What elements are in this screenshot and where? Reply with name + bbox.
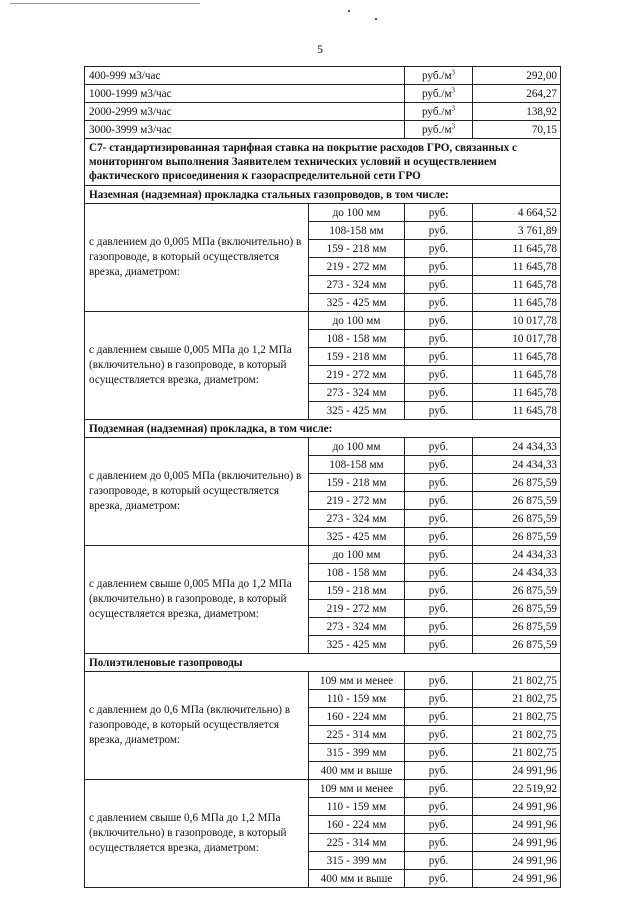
section-title: Наземная (надземная) прокладка стальных газопроводов, в том числе: bbox=[85, 186, 561, 204]
diameter-cell: 160 - 224 мм bbox=[309, 708, 405, 726]
section-title: Полиэтиленовые газопроводы bbox=[85, 654, 561, 672]
value-cell: 21 802,75 bbox=[473, 744, 561, 762]
value-cell: 26 875,59 bbox=[473, 636, 561, 654]
unit-cell: руб. bbox=[405, 780, 473, 798]
diameter-cell: до 100 мм bbox=[309, 312, 405, 330]
diameter-cell: 325 - 425 мм bbox=[309, 294, 405, 312]
value-cell: 24 991,96 bbox=[473, 798, 561, 816]
value-cell: 11 645,78 bbox=[473, 258, 561, 276]
value-cell: 24 991,96 bbox=[473, 852, 561, 870]
diameter-cell: 219 - 272 мм bbox=[309, 600, 405, 618]
diameter-cell: 108-158 мм bbox=[309, 456, 405, 474]
pressure-group-label: с давлением до 0,6 МПа (включительно) в газопроводе, в который осуществляется врезка, диаметром: bbox=[85, 672, 309, 780]
c7-header: С7- стандартизированная тарифная ставка на покрытие расходов ГРО, связанных с мониторингом выполнения Заявителем технических условий и осуществлением фактического присоединения к газораспределительной сети ГРО bbox=[85, 139, 561, 186]
diameter-cell: 273 - 324 мм bbox=[309, 276, 405, 294]
diameter-cell: до 100 мм bbox=[309, 546, 405, 564]
diameter-cell: 273 - 324 мм bbox=[309, 618, 405, 636]
unit-cell: руб. bbox=[405, 870, 473, 888]
diameter-cell: 225 - 314 мм bbox=[309, 834, 405, 852]
value-cell: 24 991,96 bbox=[473, 816, 561, 834]
diameter-cell: до 100 мм bbox=[309, 438, 405, 456]
diameter-cell: до 100 мм bbox=[309, 204, 405, 222]
value-cell: 24 991,96 bbox=[473, 834, 561, 852]
volume-label: 400-999 м3/час bbox=[85, 67, 405, 85]
diameter-cell: 159 - 218 мм bbox=[309, 582, 405, 600]
unit-cell: руб. bbox=[405, 852, 473, 870]
pressure-group-label: с давлением свыше 0,6 МПа до 1,2 МПа (включительно) в газопроводе, в который осуществляется врезка, диаметром: bbox=[85, 780, 309, 888]
diameter-cell: 273 - 324 мм bbox=[309, 384, 405, 402]
volume-row bbox=[85, 121, 561, 139]
unit-cell: руб. bbox=[405, 816, 473, 834]
unit-cell: руб. bbox=[405, 204, 473, 222]
unit-cell: руб. bbox=[405, 564, 473, 582]
unit-cell: руб. bbox=[405, 222, 473, 240]
value-cell: 26 875,59 bbox=[473, 600, 561, 618]
unit-cell: руб. bbox=[405, 672, 473, 690]
unit-cell: руб. bbox=[405, 744, 473, 762]
diameter-cell: 108 - 158 мм bbox=[309, 330, 405, 348]
unit-cell: руб. bbox=[405, 258, 473, 276]
unit-cell: руб. bbox=[405, 618, 473, 636]
value-cell: 21 802,75 bbox=[473, 708, 561, 726]
value-cell: 24 434,33 bbox=[473, 564, 561, 582]
diameter-cell: 325 - 425 мм bbox=[309, 636, 405, 654]
value-cell: 21 802,75 bbox=[473, 690, 561, 708]
diameter-cell: 225 - 314 мм bbox=[309, 726, 405, 744]
value-cell: 21 802,75 bbox=[473, 726, 561, 744]
value-cell: 24 991,96 bbox=[473, 870, 561, 888]
value-cell: 22 519,92 bbox=[473, 780, 561, 798]
unit-cell: руб. bbox=[405, 384, 473, 402]
value-cell: 26 875,59 bbox=[473, 528, 561, 546]
value-cell: 10 017,78 bbox=[473, 330, 561, 348]
value-cell: 70,15 bbox=[473, 121, 561, 139]
scan-edge-line bbox=[10, 3, 200, 4]
diameter-cell: 109 мм и менее bbox=[309, 672, 405, 690]
unit-cell: $руб./м^3$ bbox=[405, 121, 473, 139]
value-cell: 11 645,78 bbox=[473, 402, 561, 420]
diameter-cell: 325 - 425 мм bbox=[309, 528, 405, 546]
unit-cell: руб. bbox=[405, 726, 473, 744]
value-cell: 24 434,33 bbox=[473, 438, 561, 456]
unit-superscript: 3 bbox=[451, 67, 456, 76]
value-cell: 21 802,75 bbox=[473, 672, 561, 690]
volume-label: 1000-1999 м3/час bbox=[85, 85, 405, 103]
diameter-cell: 109 мм и менее bbox=[309, 780, 405, 798]
diameter-cell: 219 - 272 мм bbox=[309, 366, 405, 384]
unit-superscript: 3 bbox=[451, 121, 456, 130]
unit-cell: руб. bbox=[405, 348, 473, 366]
unit-cell: руб. bbox=[405, 708, 473, 726]
value-cell: 264,27 bbox=[473, 85, 561, 103]
value-cell: 26 875,59 bbox=[473, 582, 561, 600]
volume-row bbox=[85, 103, 561, 121]
table-row bbox=[85, 204, 561, 222]
unit-cell: руб. bbox=[405, 312, 473, 330]
diameter-cell: 110 - 159 мм bbox=[309, 798, 405, 816]
value-cell: 26 875,59 bbox=[473, 474, 561, 492]
unit-cell: $руб./м^3$ bbox=[405, 67, 473, 85]
diameter-cell: 159 - 218 мм bbox=[309, 474, 405, 492]
value-cell: 3 761,89 bbox=[473, 222, 561, 240]
value-cell: 24 991,96 bbox=[473, 762, 561, 780]
value-cell: 11 645,78 bbox=[473, 240, 561, 258]
diameter-cell: 219 - 272 мм bbox=[309, 492, 405, 510]
scan-speck bbox=[348, 10, 350, 12]
pressure-group-label: с давлением до 0,005 МПа (включительно) в газопроводе, в который осуществляется врезка, диаметром: bbox=[85, 204, 309, 312]
diameter-cell: 219 - 272 мм bbox=[309, 258, 405, 276]
page-number: 5 bbox=[317, 42, 323, 56]
unit-superscript: 3 bbox=[451, 85, 456, 94]
value-cell: 11 645,78 bbox=[473, 294, 561, 312]
value-cell: 4 664,52 bbox=[473, 204, 561, 222]
diameter-cell: 400 мм и выше bbox=[309, 762, 405, 780]
table-row bbox=[85, 546, 561, 564]
unit-superscript: 3 bbox=[451, 103, 456, 112]
diameter-cell: 108 - 158 мм bbox=[309, 564, 405, 582]
diameter-cell: 159 - 218 мм bbox=[309, 348, 405, 366]
tariff-table-body bbox=[85, 67, 561, 888]
unit-cell: руб. bbox=[405, 438, 473, 456]
volume-row bbox=[85, 67, 561, 85]
unit-cell: руб. bbox=[405, 546, 473, 564]
tariff-table bbox=[84, 66, 561, 888]
volume-label: 2000-2999 м3/час bbox=[85, 103, 405, 121]
unit-cell: руб. bbox=[405, 294, 473, 312]
diameter-cell: 160 - 224 мм bbox=[309, 816, 405, 834]
unit-cell: руб. bbox=[405, 456, 473, 474]
diameter-cell: 315 - 399 мм bbox=[309, 852, 405, 870]
unit-cell: руб. bbox=[405, 690, 473, 708]
scan-speck bbox=[375, 18, 377, 20]
unit-cell: руб. bbox=[405, 492, 473, 510]
value-cell: 26 875,59 bbox=[473, 618, 561, 636]
diameter-cell: 273 - 324 мм bbox=[309, 510, 405, 528]
value-cell: 11 645,78 bbox=[473, 366, 561, 384]
unit-cell: руб. bbox=[405, 402, 473, 420]
c7-header-row bbox=[85, 139, 561, 186]
volume-row bbox=[85, 85, 561, 103]
value-cell: 138,92 bbox=[473, 103, 561, 121]
table-row bbox=[85, 672, 561, 690]
unit-cell: руб. bbox=[405, 636, 473, 654]
value-cell: 24 434,33 bbox=[473, 456, 561, 474]
diameter-cell: 159 - 218 мм bbox=[309, 240, 405, 258]
diameter-cell: 108-158 мм bbox=[309, 222, 405, 240]
value-cell: 11 645,78 bbox=[473, 348, 561, 366]
section-title-row bbox=[85, 654, 561, 672]
value-cell: 26 875,59 bbox=[473, 492, 561, 510]
unit-cell: руб. bbox=[405, 528, 473, 546]
unit-cell: руб. bbox=[405, 798, 473, 816]
unit-cell: руб. bbox=[405, 600, 473, 618]
value-cell: 292,00 bbox=[473, 67, 561, 85]
diameter-cell: 315 - 399 мм bbox=[309, 744, 405, 762]
unit-cell: руб. bbox=[405, 276, 473, 294]
value-cell: 26 875,59 bbox=[473, 510, 561, 528]
unit-cell: руб. bbox=[405, 762, 473, 780]
unit-cell: $руб./м^3$ bbox=[405, 103, 473, 121]
pressure-group-label: с давлением свыше 0,005 МПа до 1,2 МПа (включительно) в газопроводе, в который осуществляется врезка, диаметром: bbox=[85, 312, 309, 420]
table-row bbox=[85, 438, 561, 456]
table-row bbox=[85, 780, 561, 798]
diameter-cell: 400 мм и выше bbox=[309, 870, 405, 888]
unit-cell: руб. bbox=[405, 834, 473, 852]
section-title-row bbox=[85, 420, 561, 438]
unit-cell: руб. bbox=[405, 474, 473, 492]
section-title: Подземная (надземная) прокладка, в том числе: bbox=[85, 420, 561, 438]
pressure-group-label: с давлением до 0,005 МПа (включительно) в газопроводе, в который осуществляется врезка, диаметром: bbox=[85, 438, 309, 546]
diameter-cell: 110 - 159 мм bbox=[309, 690, 405, 708]
unit-cell: руб. bbox=[405, 366, 473, 384]
pressure-group-label: с давлением свыше 0,005 МПа до 1,2 МПа (включительно) в газопроводе, в который осуществляется врезка, диаметром: bbox=[85, 546, 309, 654]
value-cell: 11 645,78 bbox=[473, 276, 561, 294]
unit-cell: руб. bbox=[405, 240, 473, 258]
value-cell: 24 434,33 bbox=[473, 546, 561, 564]
value-cell: 10 017,78 bbox=[473, 312, 561, 330]
unit-cell: $руб./м^3$ bbox=[405, 85, 473, 103]
value-cell: 11 645,78 bbox=[473, 384, 561, 402]
section-title-row bbox=[85, 186, 561, 204]
diameter-cell: 325 - 425 мм bbox=[309, 402, 405, 420]
unit-cell: руб. bbox=[405, 510, 473, 528]
volume-label: 3000-3999 м3/час bbox=[85, 121, 405, 139]
unit-cell: руб. bbox=[405, 330, 473, 348]
unit-cell: руб. bbox=[405, 582, 473, 600]
table-row bbox=[85, 312, 561, 330]
